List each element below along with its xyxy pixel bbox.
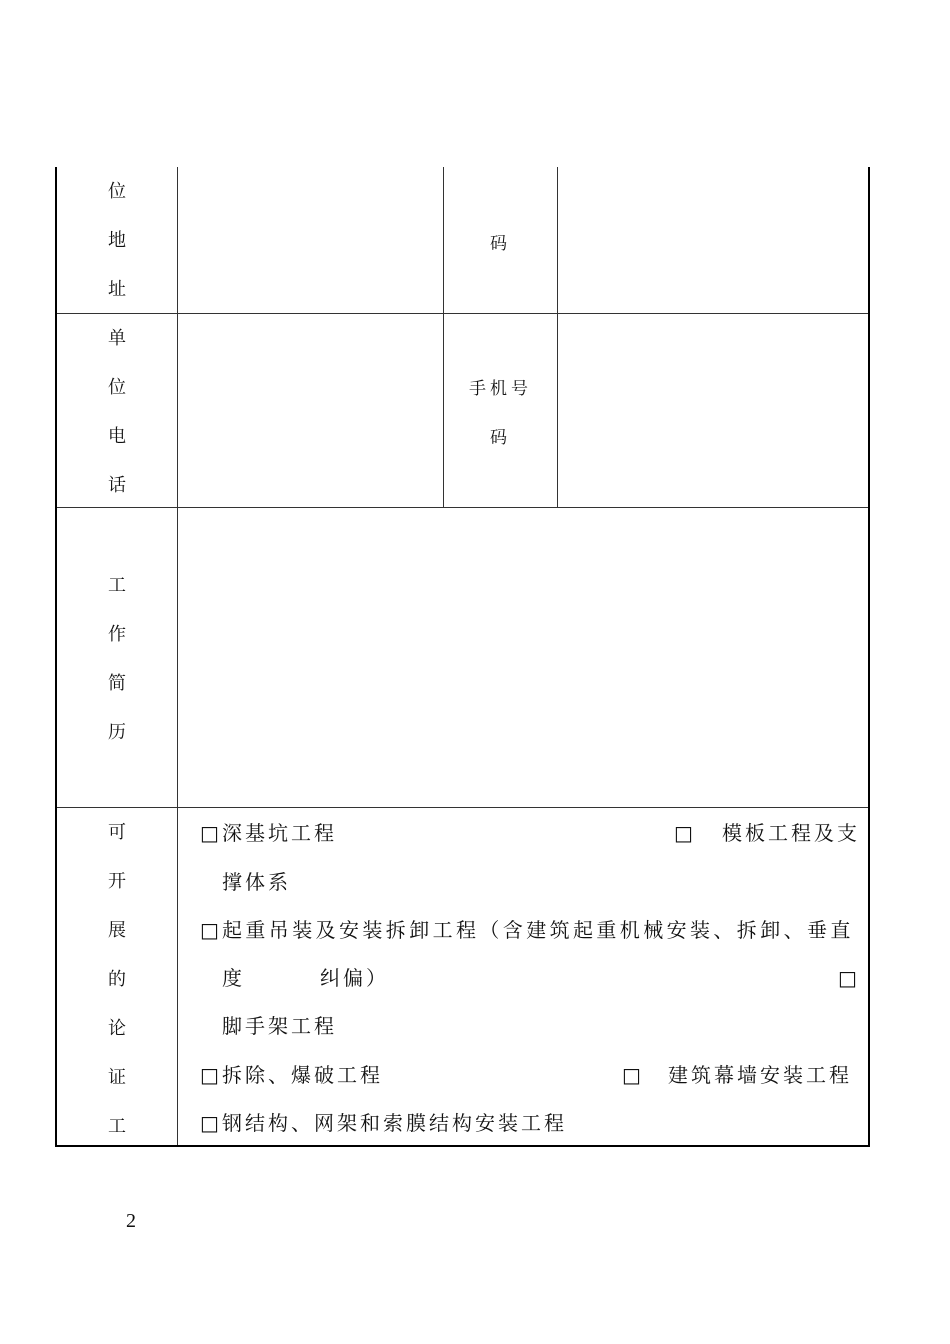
- row-unit-address: [57, 167, 868, 314]
- mobile-label-cell: [444, 314, 558, 507]
- option-formwork-line1: 模板工程及支: [722, 821, 860, 845]
- checkbox-scaffold[interactable]: □: [838, 966, 860, 990]
- label-char: 证: [108, 1067, 126, 1088]
- label-char: 简: [108, 673, 126, 694]
- row-unit-phone: [57, 314, 868, 508]
- label-char: 工: [108, 575, 126, 596]
- label-char: 的: [108, 969, 126, 990]
- label-cell-resume: [57, 508, 178, 807]
- option-demolition: 拆除、爆破工程: [222, 1063, 383, 1087]
- label-resume: [57, 561, 177, 757]
- label-address: [57, 167, 177, 314]
- label-char: 址: [108, 279, 126, 300]
- mobile-value-cell[interactable]: [558, 314, 868, 507]
- row-specialties: [57, 808, 868, 1145]
- label-char: 位: [108, 181, 126, 202]
- option-steel-structure: 钢结构、网架和索膜结构安装工程: [222, 1111, 567, 1135]
- option-lifting-line1: 起重吊装及安装拆卸工程（含建筑起重机械安装、拆卸、垂直: [222, 918, 854, 942]
- checkbox-demolition[interactable]: □: [200, 1063, 222, 1087]
- option-lifting-line2a: 度: [222, 966, 245, 990]
- label-char: 可: [108, 822, 126, 843]
- label-char: 开: [108, 871, 126, 892]
- checkbox-curtain-wall[interactable]: □: [622, 1063, 644, 1087]
- postcode-value-cell[interactable]: [558, 167, 868, 313]
- label-cell-address: [57, 167, 178, 313]
- label-char: 展: [108, 920, 126, 941]
- label-cell-phone: [57, 314, 178, 507]
- label-specialties: [57, 808, 177, 1151]
- option-lifting-line2b: 纠偏）: [320, 966, 389, 990]
- label-phone: [57, 314, 177, 510]
- resume-value-cell[interactable]: [178, 508, 868, 807]
- specialties-options-cell: [178, 808, 868, 1145]
- option-deep-foundation: 深基坑工程: [222, 821, 337, 845]
- mobile-label-line2: 码: [490, 428, 511, 448]
- address-value-cell[interactable]: [178, 167, 444, 313]
- option-curtain-wall: 建筑幕墙安装工程: [668, 1063, 852, 1087]
- label-cell-specialties: [57, 808, 178, 1145]
- option-scaffold: 脚手架工程: [222, 1014, 337, 1038]
- label-char: 话: [108, 475, 126, 496]
- label-char: 作: [108, 624, 126, 645]
- postcode-label: 码: [490, 234, 511, 254]
- label-char: 工: [108, 1116, 126, 1137]
- checkbox-deep-foundation[interactable]: □: [200, 821, 222, 845]
- option-formwork-line2: 撑体系: [222, 870, 291, 894]
- label-char: 论: [108, 1018, 126, 1039]
- mobile-label-line1: 手机号: [469, 379, 532, 399]
- label-char: 电: [108, 426, 126, 447]
- label-char: 单: [108, 328, 126, 349]
- postcode-label-cell: [444, 167, 558, 313]
- checkbox-lifting[interactable]: □: [200, 918, 222, 942]
- page-number: 2: [126, 1210, 136, 1232]
- unit-phone-value-cell[interactable]: [178, 314, 444, 507]
- checkbox-formwork[interactable]: □: [674, 821, 696, 845]
- label-char: 地: [108, 230, 126, 251]
- row-work-resume: [57, 508, 868, 808]
- application-form-table: [55, 167, 870, 1147]
- label-char: 历: [108, 722, 126, 743]
- label-char: 位: [108, 377, 126, 398]
- checkbox-steel-structure[interactable]: □: [200, 1111, 222, 1135]
